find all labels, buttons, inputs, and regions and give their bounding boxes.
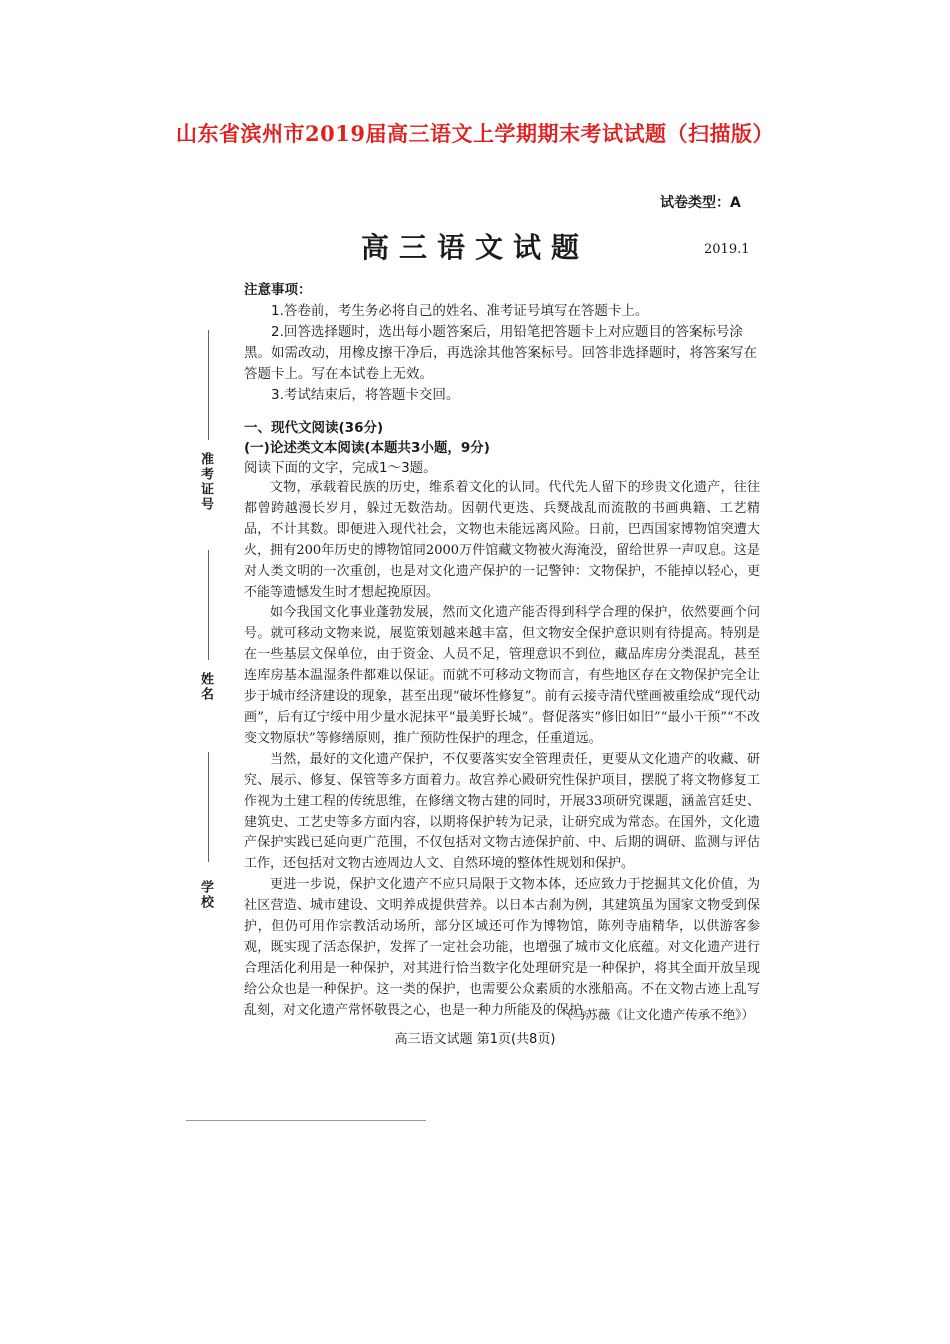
reading-passage [244, 478, 760, 1022]
exam-title: 高三语文试题 [360, 231, 589, 264]
margin-label-exam-no: 准考证号 [198, 452, 213, 512]
subsection-heading: (一)论述类文本阅读(本题共3小题，9分) [244, 440, 490, 456]
notice-item-2: 2.回答选择题时，选出每小题答案后，用铅笔把答题卡上对应题目的答案标号涂黑。如需改动，用橡皮擦干净后，再选涂其他答案标号。回答非选择题时，将答案写在答题卡上。写在本试卷上无效。 [244, 324, 757, 382]
passage-paragraph: 如今我国文化事业蓬勃发展，然而文化遗产能否得到科学合理的保护，依然要画个问号。就可移动文物来说，展览策划越来越丰富，但文物安全保护意识则有待提高。特别是在一些基层文保单位，由于资金、人员不足，管理意识不到位，藏品库房分类混乱，甚至连库房基本温湿条件都难以保证。而就不可移动文物而言，有些地区存在文物保护完全让步于城市经济建设的现象，甚至出现“破坏性修复”。前有云接寺清代壁画被重绘成“现代动画”，后有辽宁绥中用少量水泥抹平“最美野长城”。督促落实“修旧如旧”“最小干预”“不改变文物原状”等修缮原则，推广预防性保护的理念，任重道远。 [244, 605, 760, 746]
notice-heading: 注意事项： [244, 282, 312, 298]
passage-paragraph: 文物，承载着民族的历史，维系着文化的认同。代代先人留下的珍贵文化遗产，往往都曾跨越漫长岁月，躲过无数浩劫。因朝代更迭、兵燹战乱而流散的书画典籍、工艺精品，不计其数。即便进入现代社会，文物也未能远离风险。日前，巴西国家博物馆突遭大火，拥有200年历史的博物馆同2000万件馆藏文物被火海淹没，留给世界一声叹息。这是对人类文明的一次重创，也是对文化遗产保护的一记警钟：文物保护，不能掉以轻心，更不能等遗憾发生时才想起挽原因。 [244, 480, 760, 600]
page-footer: 高三语文试题 第1页(共8页) [394, 1032, 556, 1047]
passage-paragraph: 更进一步说，保护文化遗产不应只局限于文物本体，还应致力于挖掘其文化价值，为社区营造、城市建设、文明养成提供营养。以日本古刹为例，其建筑虽为国家文物受到保护，但仍可用作宗教活动场所，部分区域还可作为博物馆，陈列寺庙精华，以供游客参观，既实现了活态保护，发挥了一定社会功能，也增强了城市文化底蕴。对文化遗产进行合理活化利用是一种保护，对其进行恰当数字化处理研究是一种保护，将其全面开放呈现给公众也是一种保护。这一类的保护，也需要公众素质的水涨船高。不在文物古迹上乱写乱刻，对文化遗产常怀敬畏之心，也是一种力所能及的保护。 [244, 877, 760, 1018]
exam-date: 2019.1 [704, 242, 750, 257]
document-title: 山东省滨州市2019届高三语文上学期期末考试试题（扫描版） [176, 121, 774, 146]
paper-type-label: 试卷类型：A [660, 195, 741, 211]
margin-rule [208, 752, 209, 862]
notice-item-3: 3.考试结束后，将答题卡交回。 [271, 387, 460, 403]
section-header [244, 418, 760, 478]
scan-edge-line [186, 1120, 426, 1121]
passage-paragraph: 当然，最好的文化遗产保护，不仅要落实安全管理责任，更要从文化遗产的收藏、研究、展示、修复、保管等多方面着力。故宫养心殿研究性保护项目，摆脱了将文物修复工作视为土建工程的传统思维，在修缮文物古建的同时，开展33项研究课题，涵盖宫廷史、建筑史、工艺史等多方面内容，以期将保护转为记录，让研究成为常态。在国外，文化遗产保护实践已延向更广范围，不仅包括对文物古迹保护前、中、后期的调研、监测与评估工作，还包括对文物古迹周边人文、自然环境的整体性规划和保护。 [244, 751, 760, 872]
margin-label-name: 姓名 [198, 672, 213, 702]
part-heading: 一、现代文阅读(36分) [244, 420, 384, 436]
reading-instruction: 阅读下面的文字，完成1～3题。 [244, 460, 437, 476]
margin-rule [208, 550, 209, 660]
passage-source: （马苏薇《让文化遗产传承不绝》） [560, 1007, 754, 1022]
margin-rule [208, 330, 209, 440]
margin-label-school: 学校 [198, 880, 213, 910]
notice-block [244, 280, 760, 406]
notice-item-1: 1.答卷前，考生务必将自己的姓名、准考证号填写在答题卡上。 [271, 303, 649, 319]
